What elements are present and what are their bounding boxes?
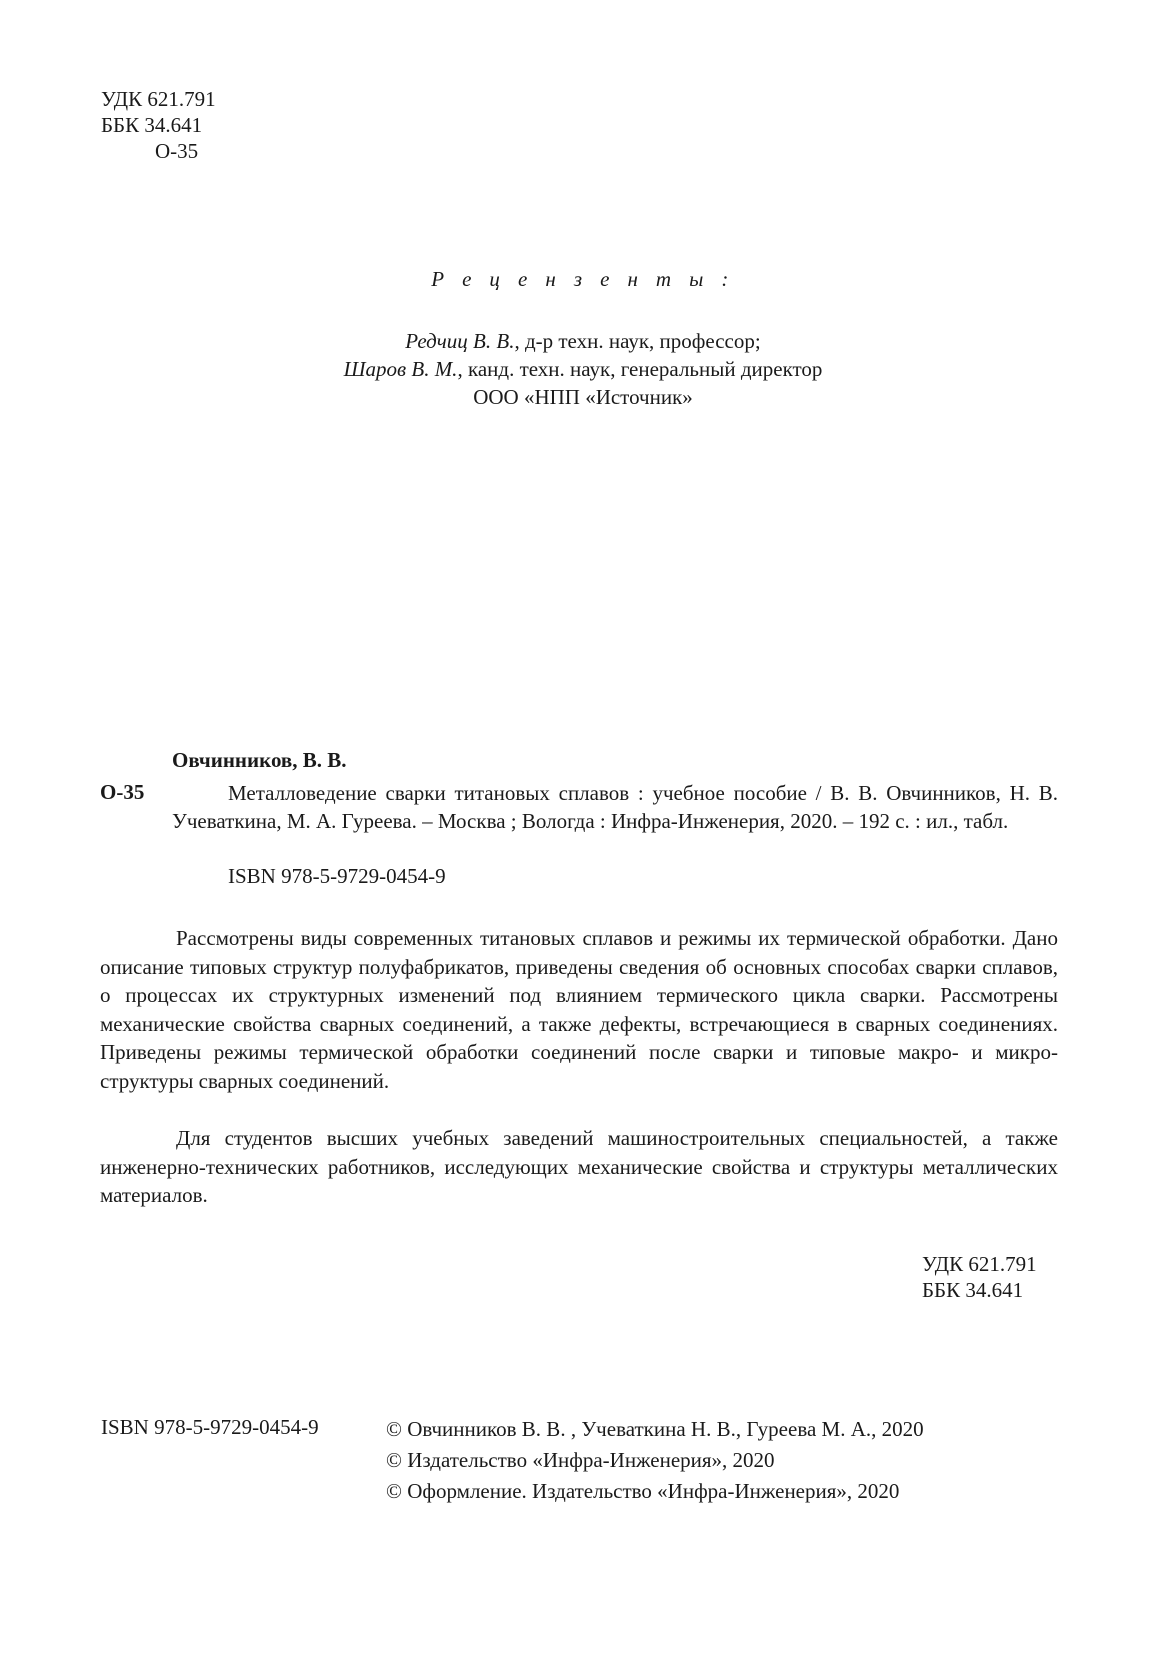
top-classification-codes (101, 86, 216, 164)
reviewer-name: Шаров В. М. (343, 357, 458, 381)
reviewer-name: Редчиц В. В. (405, 329, 515, 353)
bottom-classification-codes (922, 1251, 1037, 1303)
reviewer-2 (0, 355, 1166, 383)
bib-description: Металловедение сварки титановых сплавов : учебное пособие / В. В. Овчинников, Н. В. Учеваткина, М. А. Гуреева. – Москва ; Вологда : Инфра-Инженерия, 2020. – 192 с. : ил., табл. (172, 781, 1058, 833)
copyright-authors: © Овчинников В. В. , Учеваткина Н. В., Гуреева М. А., 2020 (386, 1417, 924, 1441)
abstract-paragraph-1: Рассмотрены виды современных титановых сплавов и режимы их термической обработки. Дано описание типовых структур полуфабрикатов, приведены сведения об основных способах сварки сплавов, о процессах их структурных изменений под влиянием термического цикла сварки. Рассмотрены механические свойства сварных соединений, а также дефекты, встречающиеся в сварных соединениях. Приведены режимы термической обработки соединений после сварки и типовые макро- и микроструктуры сварных соединений. (100, 926, 1058, 1093)
reviewer-desc: , д-р техн. наук, профессор; (514, 329, 761, 353)
author-mark: О-35 (155, 139, 199, 163)
copyright-publisher: © Издательство «Инфра-Инженерия», 2020 (386, 1448, 775, 1472)
reviewer-desc: , канд. техн. наук, генеральный директор (457, 357, 823, 381)
reviewer-1 (0, 327, 1166, 355)
copyright-design: © Оформление. Издательство «Инфра-Инженерия», 2020 (386, 1479, 900, 1503)
bbk-code: ББК 34.641 (101, 113, 203, 137)
bbk-code: ББК 34.641 (922, 1278, 1024, 1302)
abstract-paragraph-2: Для студентов высших учебных заведений машиностроительных специальностей, а также инженерно-технических работников, исследующих механические свойства и структуры металлических материалов. (100, 1126, 1058, 1208)
bib-author: Овчинников, В. В. (172, 748, 347, 772)
bib-isbn: ISBN 978-5-9729-0454-9 (228, 864, 446, 888)
reviewer-organization: ООО «НПП «Источник» (473, 385, 693, 409)
udk-code: УДК 621.791 (101, 87, 216, 111)
reviewers-heading: Р е ц е н з е н т ы : (431, 267, 735, 291)
udk-code: УДК 621.791 (922, 1252, 1037, 1276)
copyright-block (386, 1414, 924, 1507)
copyright-isbn: ISBN 978-5-9729-0454-9 (101, 1415, 319, 1439)
reviewers-list (0, 327, 1166, 411)
bib-code: О-35 (100, 780, 145, 804)
